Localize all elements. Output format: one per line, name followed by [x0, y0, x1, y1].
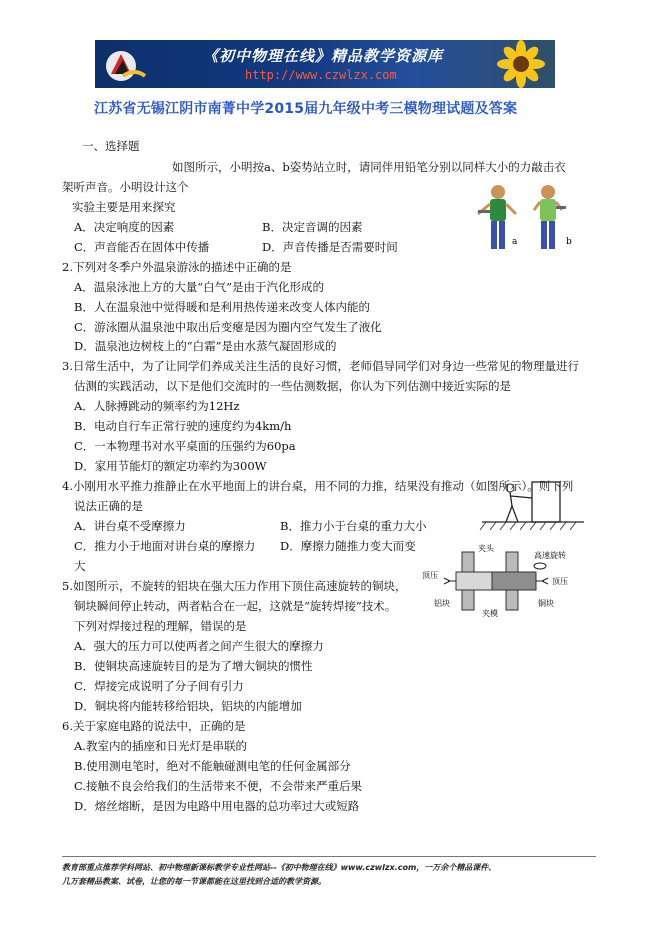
footer-divider [62, 856, 596, 857]
q2-option-d: D．温泉池边树枝上的“白霜”是由水蒸气凝固形成的 [74, 339, 337, 353]
q5-stem-line3: 下列对焊接过程的理解，错误的是 [74, 619, 247, 633]
q5-option-d: D．铜块将内能转移给铝块，铝块的内能增加 [74, 699, 302, 713]
site-logo-icon [101, 46, 163, 84]
q5-option-b: B．使铜块高速旋转目的是为了增大铜块的惯性 [74, 659, 313, 673]
q6-option-a: A.教室内的插座和日光灯是串联的 [74, 739, 247, 753]
q5-option-c: C．焊接完成说明了分子间有引力 [74, 679, 244, 693]
q5-fig-label-press-left: 顶压 [422, 571, 438, 580]
q1-option-d: D．声音传播是否需要时间 [262, 240, 398, 254]
q4-option-c: C．推力小于地面对讲台桌的摩擦力 [74, 539, 256, 553]
q4-stem-line2: 说法正确的是 [74, 499, 143, 513]
banner-url[interactable]: http://www.czwlzx.com [245, 68, 397, 82]
q1-fig-label-a: a [512, 237, 518, 247]
q2-option-a: A．温泉泳池上方的大量“白气”是由于汽化形成的 [74, 280, 325, 294]
sunflower-icon [487, 40, 555, 88]
q3-option-b: B．电动自行车正常行驶的速度约为4km/h [74, 419, 292, 433]
q1-option-b: B．决定音调的因素 [262, 220, 363, 234]
q6-option-d: D．熔丝熔断，是因为电路中用电器的总功率过大或短路 [74, 799, 360, 813]
q1-option-a: A．决定响度的因素 [74, 220, 175, 234]
document-title: 江苏省无锡江阴市南菁中学2015届九年级中考三模物理试题及答案 [94, 101, 518, 117]
q4-option-b: B．推力小于台桌的重力大小 [280, 519, 427, 533]
q1-stem-line3: 实验主要是用来探究 [72, 200, 176, 214]
q5-option-a: A．强大的压力可以使两者之间产生很大的摩擦力 [74, 639, 324, 653]
header-banner [95, 40, 555, 88]
q4-stem-line1: 4.小刚用水平推力推静止在水平地面上的讲台桌，用不同的力推，结果没有推动（如图所示）。则下列 [62, 479, 574, 493]
q3-option-c: C．一本物理书对水平桌面的压强约为60pa [74, 439, 296, 453]
q6-option-c: C.接触不良会给我们的生活带来不便，不会带来严重后果 [74, 779, 363, 793]
q3-option-a: A．人脉搏跳动的频率约为12Hz [74, 399, 240, 413]
q4-option-d-line1: D．摩擦力随推力变大而变 [280, 539, 416, 553]
q2-stem: 2.下列对冬季户外温泉游泳的描述中正确的是 [62, 260, 292, 274]
q1-stem-line1: 如图所示，小明按a、b姿势站立时，请同伴用铅笔分别以同样大小的力敲击衣 [172, 160, 566, 174]
q1-figure [476, 180, 582, 258]
q2-option-b: B．人在温泉池中觉得暖和是利用热传递来改变人体内能的 [74, 300, 370, 314]
q1-option-c: C．声音能否在固体中传播 [74, 240, 210, 254]
q1-stem-line2: 架听声音。小明设计这个 [62, 180, 189, 194]
banner-title: 《初中物理在线》精品教学资源库 [203, 47, 444, 65]
q5-fig-label-rotate: 高速旋转 [534, 551, 566, 560]
q6-stem: 6.关于家庭电路的说法中，正确的是 [62, 719, 246, 733]
q4-option-d-line2: 大 [74, 559, 86, 573]
footer-line1: 教育部重点推荐学科网站、初中物理新课标教学专业性网站--《初中物理在线》www.czwlzx.com，一万余个精品课件、 [62, 863, 497, 872]
section-heading: 一、选择题 [82, 139, 140, 153]
q3-option-d: D．家用节能灯的额定功率约为300W [74, 459, 267, 473]
q5-fig-label-copper: 铜块 [538, 599, 554, 608]
q5-fig-label-press-right: 顶压 [552, 577, 568, 586]
q4-option-a: A．讲台桌不受摩擦力 [74, 519, 186, 533]
q6-option-b: B.使用测电笔时，绝对不能触碰测电笔的任何金属部分 [74, 759, 351, 773]
q5-fig-label-clamp-top: 夹头 [478, 544, 494, 553]
q5-stem-line2: 铜块瞬间停止转动，两者粘合在一起，这就是“旋转焊接”技术。 [74, 599, 397, 613]
q5-fig-label-clamp-bottom: 夹模 [482, 609, 498, 618]
q5-figure [420, 544, 590, 618]
footer-line2: 几万套精品教案、试卷，让您的每一节课都能在这里找到合适的教学资源。 [62, 877, 326, 886]
q5-stem-line1: 5.如图所示，不旋转的铝块在强大压力作用下顶住高速旋转的铜块， [62, 579, 407, 593]
q3-stem-line2: 估测的实践活动，以下是他们交流时的一些估测数据，你认为下列估测中接近实际的是 [74, 379, 511, 393]
q2-option-c: C．游泳圈从温泉池中取出后变瘪是因为圈内空气发生了液化 [74, 320, 382, 334]
q5-fig-label-aluminum: 铝块 [434, 599, 450, 608]
q1-fig-label-b: b [566, 237, 572, 247]
q3-stem-line1: 3.日常生活中，为了让同学们养成关注生活的良好习惯，老师倡导同学们对身边一些常见的物理量进行 [62, 359, 579, 373]
q4-figure [476, 476, 588, 532]
